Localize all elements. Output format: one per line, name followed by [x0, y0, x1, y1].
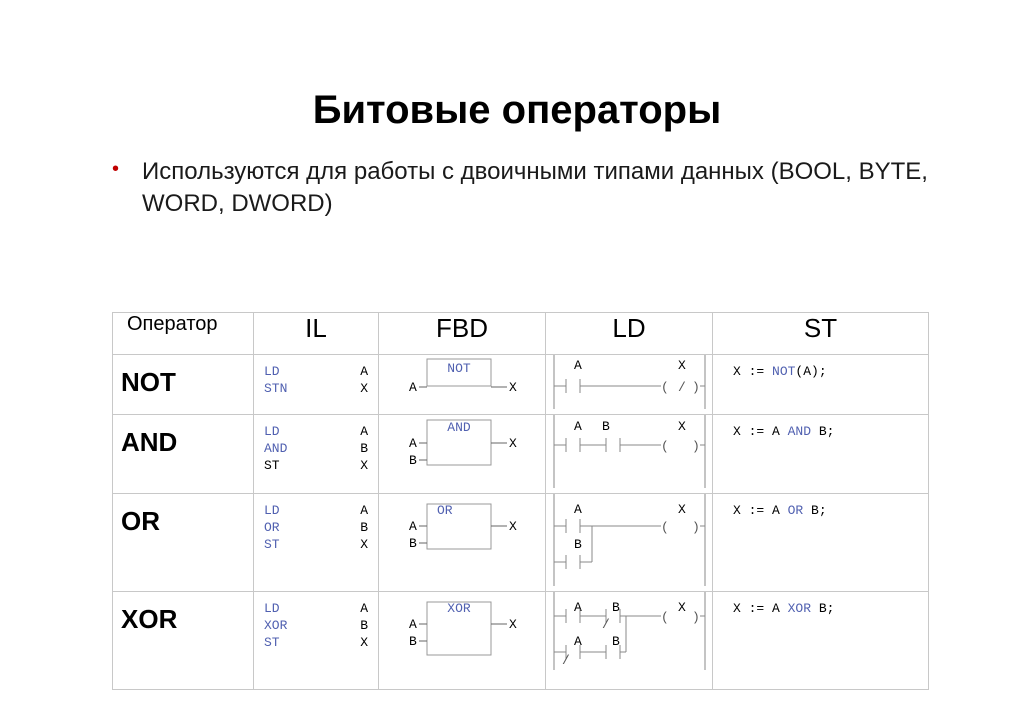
st-text: (A);: [795, 364, 827, 379]
bullet-text: Используются для работы с двоичными типами данных (BOOL, BYTE, WORD, DWORD): [142, 158, 928, 217]
ld-coil-label: X: [678, 600, 686, 615]
il-operand: B: [360, 520, 368, 535]
ld-coil-label: X: [678, 419, 686, 434]
fbd-output: X: [509, 617, 517, 632]
operator-cell: [113, 415, 254, 494]
ld-negation-icon: /: [678, 380, 686, 395]
fbd-and-diagram: [379, 415, 546, 488]
header-operator: Оператор: [113, 313, 254, 355]
fbd-block-label: NOT: [447, 361, 471, 376]
il-instruction: LD: [264, 503, 280, 518]
st-keyword: AND: [787, 424, 812, 439]
st-cell: [713, 415, 929, 494]
il-instruction: ST: [264, 537, 280, 552]
ld-coil-open-icon: (: [661, 439, 669, 454]
fbd-cell: [379, 494, 546, 592]
ld-and-diagram: [546, 415, 713, 488]
fbd-output: X: [509, 380, 517, 395]
header-fbd: FBD: [379, 313, 546, 355]
ld-contact-a-label: A: [574, 358, 582, 373]
ld-coil-close-icon: ): [692, 610, 700, 625]
il-instruction: STN: [264, 381, 288, 396]
ld-cell: [546, 355, 713, 415]
header-ld: LD: [546, 313, 713, 355]
ld-cell: [546, 415, 713, 494]
slide-title: Битовые операторы: [312, 88, 722, 132]
il-operand: A: [360, 424, 368, 439]
ld-coil-label: X: [678, 502, 686, 517]
il-operand: X: [360, 381, 368, 396]
il-operand: A: [360, 503, 368, 518]
il-operand: X: [360, 458, 368, 473]
ld-negation-icon: /: [602, 617, 610, 632]
il-operand: A: [360, 601, 368, 616]
il-cell: [254, 494, 379, 592]
ld-contact-a-label: A: [574, 502, 582, 517]
il-instruction: OR: [264, 520, 280, 535]
table-row-and: [113, 415, 929, 494]
st-cell: [713, 494, 929, 592]
ld-coil-label: X: [678, 358, 686, 373]
fbd-output: X: [509, 436, 517, 451]
ld-coil-close-icon: ): [692, 380, 700, 395]
fbd-input-a: A: [409, 617, 417, 632]
ld-coil-open-icon: (: [661, 520, 669, 535]
fbd-input-a: A: [409, 436, 417, 451]
il-operand: A: [360, 364, 368, 379]
il-instruction: ST: [264, 458, 280, 473]
operator-name: NOT: [121, 367, 176, 397]
il-instruction: LD: [264, 364, 280, 379]
ld-contact-b2-label: B: [612, 634, 620, 649]
operator-cell: [113, 355, 254, 415]
st-text: X :=: [733, 364, 773, 379]
fbd-input-a: A: [409, 380, 417, 395]
fbd-or-diagram: [379, 494, 546, 586]
st-text: B;: [811, 601, 835, 616]
st-keyword: NOT: [772, 364, 796, 379]
st-keyword: OR: [787, 503, 804, 518]
operator-name: XOR: [121, 604, 178, 634]
il-instruction: LD: [264, 424, 280, 439]
fbd-cell: [379, 592, 546, 690]
header-il: IL: [254, 313, 379, 355]
il-operand: X: [360, 635, 368, 650]
table-header-row: [113, 313, 929, 355]
st-text: B;: [803, 503, 827, 518]
il-operand: B: [360, 441, 368, 456]
fbd-input-b: B: [409, 536, 417, 551]
fbd-block-label: OR: [437, 503, 453, 518]
fbd-not-diagram: [379, 355, 546, 409]
fbd-input-b: B: [409, 634, 417, 649]
ld-contact-a-label: A: [574, 419, 582, 434]
operator-name: AND: [121, 427, 178, 457]
fbd-block-label: AND: [447, 420, 471, 435]
fbd-input-a: A: [409, 519, 417, 534]
bullet-marker: •: [112, 158, 120, 180]
fbd-output: X: [509, 519, 517, 534]
st-text: X := A: [733, 601, 788, 616]
st-keyword: XOR: [787, 601, 812, 616]
fbd-cell: [379, 355, 546, 415]
st-cell: [713, 355, 929, 415]
il-instruction: AND: [264, 441, 288, 456]
ld-coil-close-icon: ): [692, 439, 700, 454]
operators-table: [112, 312, 929, 690]
operator-cell: [113, 494, 254, 592]
table-row-not: [113, 355, 929, 415]
fbd-block-label: XOR: [447, 601, 471, 616]
st-text: X := A: [733, 503, 788, 518]
ld-coil-open-icon: (: [661, 380, 669, 395]
ld-negation-icon: /: [562, 653, 570, 668]
il-cell: [254, 355, 379, 415]
table-row-xor: [113, 592, 929, 690]
ld-contact-a2-label: A: [574, 634, 582, 649]
fbd-xor-diagram: [379, 592, 546, 684]
operator-cell: [113, 592, 254, 690]
ld-contact-a-label: A: [574, 600, 582, 615]
ld-coil-open-icon: (: [661, 610, 669, 625]
il-operand: B: [360, 618, 368, 633]
header-st: ST: [713, 313, 929, 355]
il-cell: [254, 415, 379, 494]
operator-name: OR: [121, 506, 160, 536]
ld-contact-b-label: B: [612, 600, 620, 615]
fbd-input-b: B: [409, 453, 417, 468]
il-operand: X: [360, 537, 368, 552]
ld-or-diagram: [546, 494, 713, 586]
il-instruction: LD: [264, 601, 280, 616]
bullet-item: [112, 156, 942, 220]
ld-coil-close-icon: ): [692, 520, 700, 535]
table-row-or: [113, 494, 929, 592]
fbd-cell: [379, 415, 546, 494]
ld-contact-b-label: B: [602, 419, 610, 434]
il-cell: [254, 592, 379, 690]
ld-not-diagram: [546, 355, 713, 409]
ld-contact-b-label: B: [574, 537, 582, 552]
ld-cell: [546, 494, 713, 592]
il-instruction: ST: [264, 635, 280, 650]
st-text: X := A: [733, 424, 788, 439]
st-text: B;: [811, 424, 835, 439]
ld-cell: [546, 592, 713, 690]
ld-xor-diagram: [546, 592, 713, 684]
il-instruction: XOR: [264, 618, 288, 633]
st-cell: [713, 592, 929, 690]
